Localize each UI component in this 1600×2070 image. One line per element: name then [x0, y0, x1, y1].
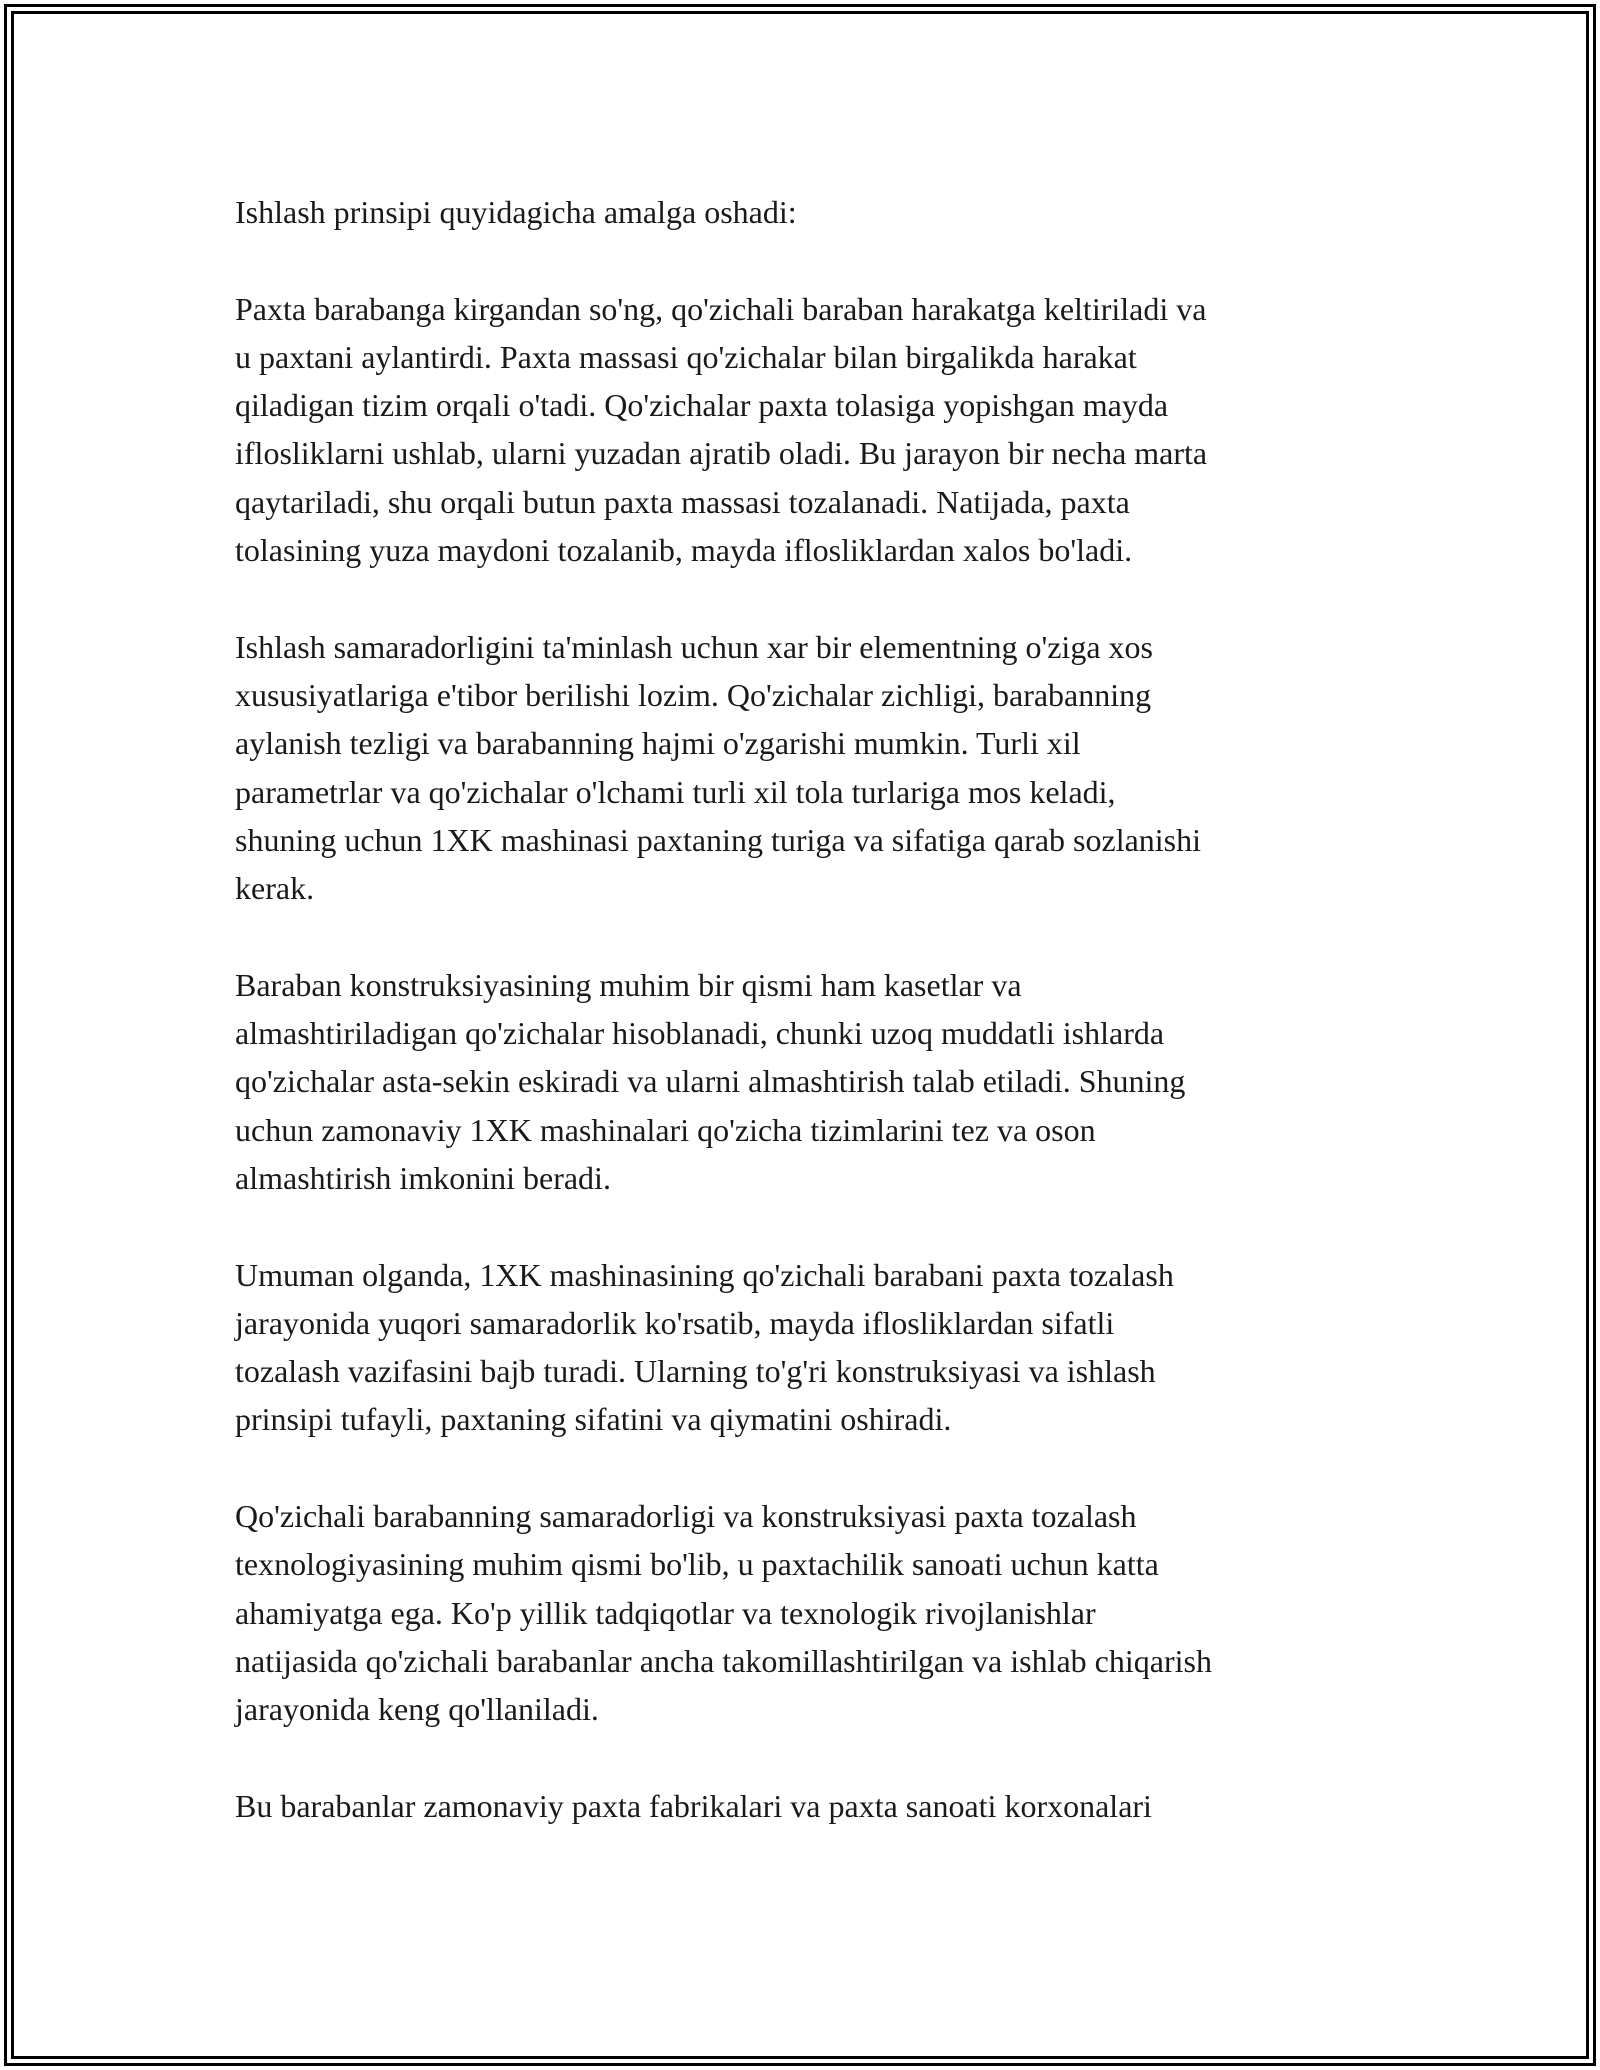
paragraph-technology: Qo'zichali barabanning samaradorligi va konstruksiyasi paxta tozalash texnologiyasining muhim qismi bo'lib, u paxtachilik sanoati uchun katta ahamiyatga ega. Ko'p yillik tadqiqotlar va texnologik rivojlanishlar natijasida qo'zichali barabanlar ancha takomillashtirilgan va ishlab chiqarish jarayonida keng qo'llaniladi. [235, 1498, 1212, 1728]
paragraph-intro: Ishlash prinsipi quyidagicha amalga oshadi: [235, 194, 797, 230]
paragraph-summary: Umuman olganda, 1XK mashinasining qo'zichali barabani paxta tozalash jarayonida yuqori samaradorlik ko'rsatib, mayda iflosliklardan sifatli tozalash vazifasini bajb turadi. Ularning to'g'ri konstruksiyasi va ishlash prinsipi tufayli, paxtaning sifatini va qiymatini oshiradi. [235, 1256, 1174, 1438]
paragraph-process: Paxta barabanga kirgandan so'ng, qo'zichali baraban harakatga keltiriladi va u paxtani aylantirdi. Paxta massasi qo'zichalar bilan birgalikda harakat qiladigan tizim orqali o'tadi. Qo'zichalar paxta tolasiga yopishgan mayda iflosliklarni ushlab, ularni yuzadan ajratib oladi. Bu jarayon bir necha marta qaytariladi, shu orqali butun paxta massasi tozalanadi. Natijada, paxta tolasining yuza maydoni tozalanib, mayda iflosliklardan xalos bo'ladi. [235, 290, 1208, 569]
document-body [235, 188, 1355, 1830]
paragraph-construction: Baraban konstruksiyasining muhim bir qismi ham kasetlar va almashtiriladigan qo'zichalar hisoblanadi, chunki uzoq muddatli ishlarda qo'zichalar asta-sekin eskiradi va ularni almashtirish talab etiladi. Shuning uchun zamonaviy 1XK mashinalari qo'zicha tizimlarini tez va oson almashtirish imkonini beradi. [235, 966, 1186, 1196]
paragraph-efficiency: Ishlash samaradorligini ta'minlash uchun xar bir elementning o'ziga xos xususiyatlariga e'tibor berilishi lozim. Qo'zichalar zichligi, barabanning aylanish tezligi va barabanning hajmi o'zgarishi mumkin. Turli xil parametrlar va qo'zichalar o'lchami turli xil tola turlariga mos keladi, shuning uchun 1XK mashinasi paxtaning turiga va sifatiga qarab sozlanishi kerak. [235, 628, 1202, 907]
paragraph-factories: Bu barabanlar zamonaviy paxta fabrikalari va paxta sanoati korxonalari [235, 1787, 1152, 1824]
